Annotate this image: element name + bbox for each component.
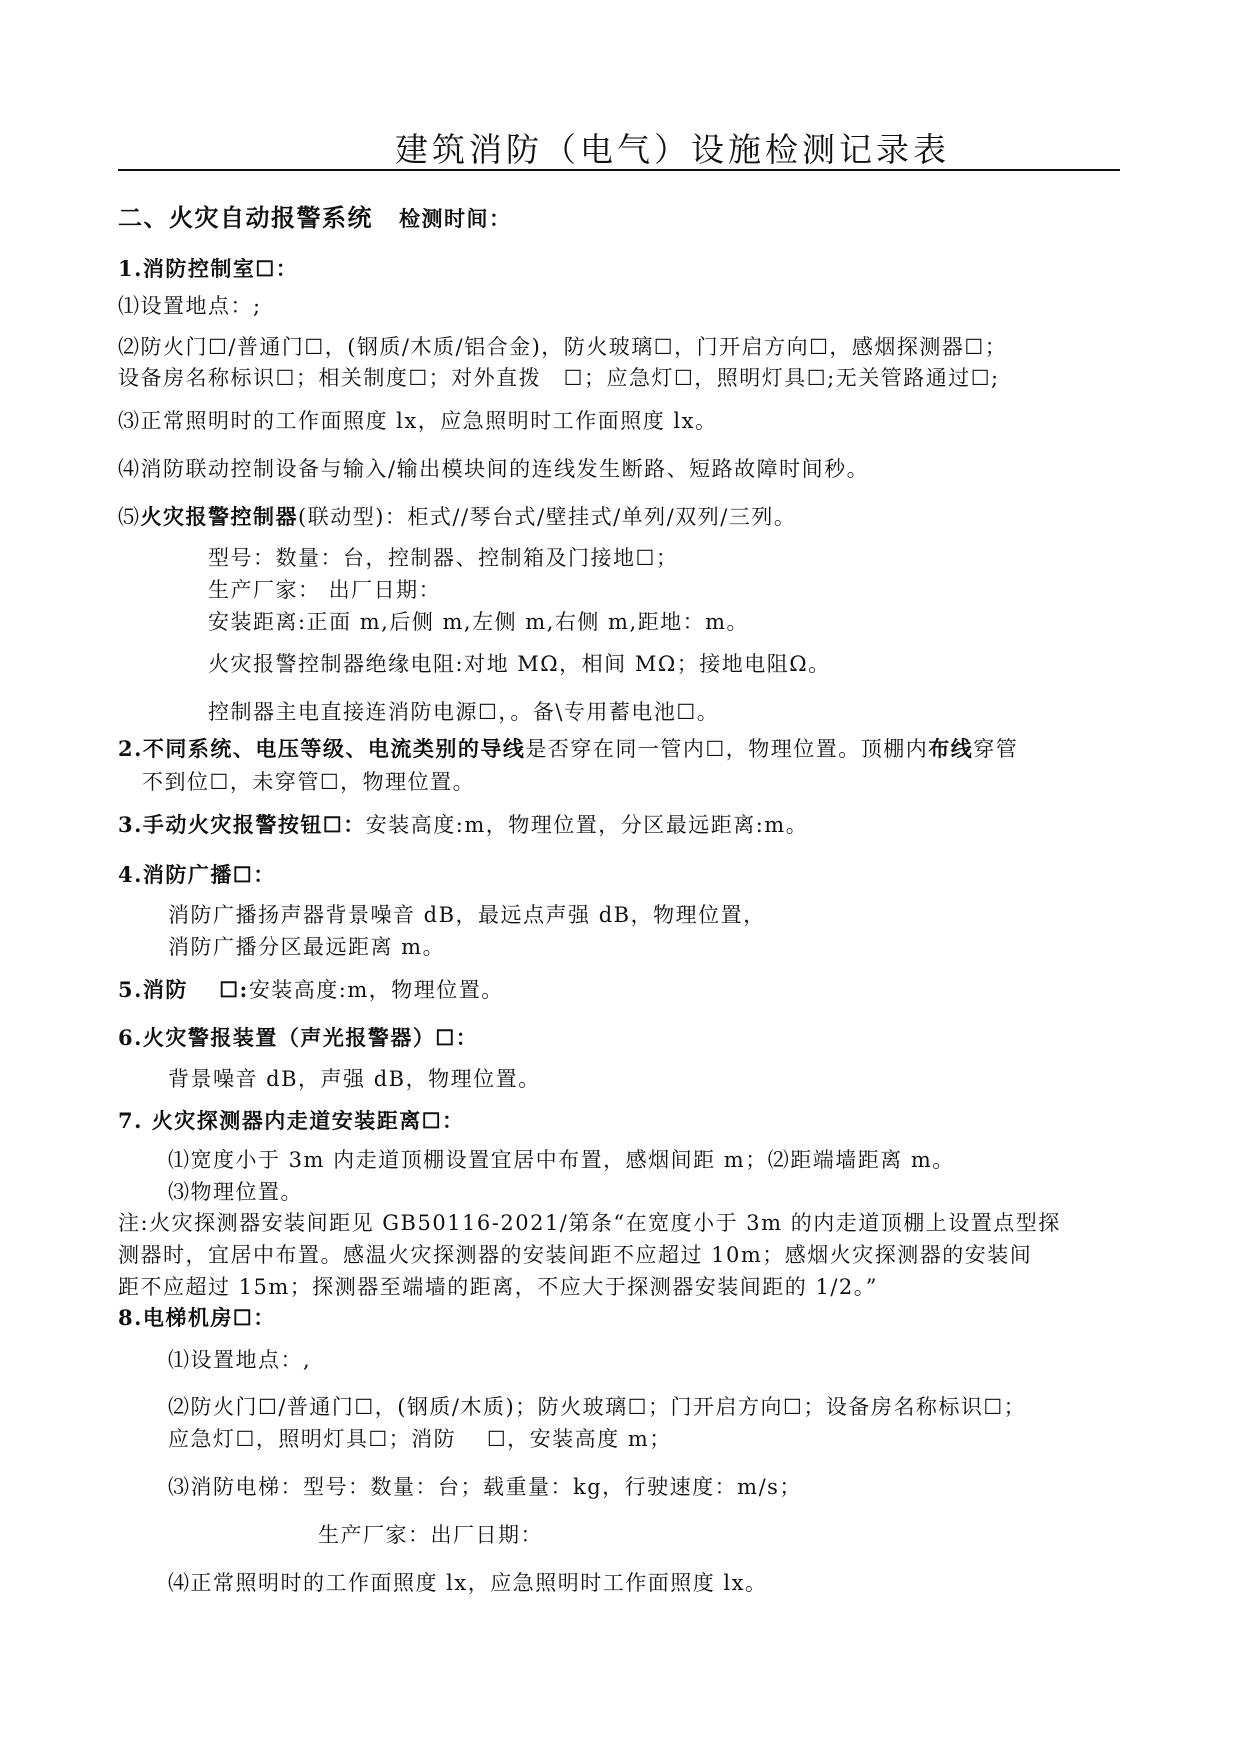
document-title: 建筑消防（电气）设施检测记录表: [395, 130, 950, 169]
s6-line1: 背景噪音 dB，声强 dB，物理位置。: [168, 1067, 541, 1091]
s7-note-line1: 注:火灾探测器安装间距见 GB50116-2021/第条“在宽度小于 3m 的内走道顶棚上设置点型探: [118, 1211, 1061, 1235]
s1-controller-label: 火灾报警控制器: [140, 504, 298, 529]
s1-fault-time: ⑷消防联动控制设备与输入/输出模块间的连线发生断路、短路故障时间秒。: [118, 457, 870, 481]
s7-heading: 7. 火灾探测器内走道安装距离☐：: [118, 1108, 465, 1133]
s5-text: 安装高度:m，物理位置。: [248, 978, 504, 1002]
s1-install-distance: 安装距离:正面 m,后侧 m,左侧 m,右侧 m,距地：m。: [208, 610, 750, 634]
s1-power-supply: 控制器主电直接连消防电源☐，。备\专用蓄电池☐。: [208, 700, 720, 724]
s1-controller-index: ⑸: [118, 505, 141, 529]
s8-door-line2: 应急灯☐，照明灯具☐；消防 ☐，安装高度 m；: [168, 1427, 672, 1451]
s1-door-line2: 设备房名称标识☐；相关制度☐；对外直拨 ☐；应急灯☐，照明灯具☐;无关管路通过☐;: [118, 366, 1000, 390]
section-heading: [118, 203, 512, 234]
s7-note-line3: 距不应超过 15m；探测器至端墙的距离，不应大于探测器安装间距的 1/2。”: [118, 1275, 879, 1299]
s1-insulation: 火灾报警控制器绝缘电阻:对地 MΩ，相间 MΩ；接地电阻Ω。: [208, 652, 831, 676]
inspection-time-label: 检测时间：: [399, 206, 512, 231]
s2-wiring-label: 布线: [928, 736, 974, 761]
s1-door-line1: ⑵防火门☐/普通门☐，(钢质/木质/铝合金)，防火玻璃☐，门开启方向☐，感烟探测器☐；: [118, 335, 1008, 359]
s8-manufacturer: 生产厂家：出厂日期：: [318, 1523, 543, 1547]
s2-label: 2.不同系统、电压等级、电流类别的导线: [118, 736, 526, 761]
s3-label: 3.手动火灾报警按钮☐：: [118, 812, 366, 837]
section-title: 二、火灾自动报警系统: [118, 203, 373, 232]
s1-model-line: 型号：数量：台，控制器、控制箱及门接地☐；: [208, 546, 679, 570]
s1-controller-types: (联动型)：柜式//琴台式/壁挂式/单列/双列/三列。: [298, 505, 797, 529]
s7-line1: ⑴宽度小于 3m 内走道顶棚设置宜居中布置，感烟间距 m；⑵距端墙距离 m。: [168, 1148, 955, 1172]
s8-illuminance: ⑷正常照明时的工作面照度 lx，应急照明时工作面照度 lx。: [168, 1571, 768, 1595]
s4-heading: 4.消防广播☐：: [118, 862, 276, 887]
s2-line1: [118, 736, 1018, 762]
s2-line2: 不到位☐，未穿管☐，物理位置。: [142, 770, 476, 794]
s1-location: ⑴设置地点：;: [118, 294, 262, 318]
s8-location: ⑴设置地点：,: [168, 1348, 312, 1372]
s1-heading: 1.消防控制室☐：: [118, 256, 299, 281]
s8-door-line1: ⑵防火门☐/普通门☐，(钢质/木质)；防火玻璃☐；门开启方向☐；设备房名称标识☐；: [168, 1395, 1027, 1419]
s7-note-line2: 测器时，宜居中布置。感温火灾探测器的安装间距不应超过 10m；感烟火灾探测器的安装间: [118, 1243, 1033, 1267]
s5-line: [118, 977, 504, 1003]
s2-text1: 是否穿在同一管内☐，物理位置。顶棚内: [525, 737, 929, 761]
s2-text2: 穿管: [973, 737, 1019, 761]
s1-controller-line: [118, 504, 796, 530]
s3-line: [118, 812, 808, 838]
s1-illuminance: ⑶正常照明时的工作面照度 lx，应急照明时工作面照度 lx。: [118, 409, 718, 433]
s3-text: 安装高度:m，物理位置，分区最远距离:m。: [365, 813, 809, 837]
s4-line2: 消防广播分区最远距离 m。: [168, 935, 446, 959]
title-underline: [118, 169, 1120, 171]
s7-line2: ⑶物理位置。: [168, 1180, 303, 1204]
s5-label: 5.消防 ☐:: [118, 977, 249, 1002]
s1-manufacturer-line: 生产厂家： 出厂日期：: [208, 578, 442, 602]
s6-heading: 6.火灾警报装置（声光报警器）☐：: [118, 1025, 479, 1050]
s8-elevator: ⑶消防电梯：型号：数量：台；载重量：kg，行驶速度：m/s；: [168, 1475, 802, 1499]
s4-line1: 消防广播扬声器背景噪音 dB，最远点声强 dB，物理位置，: [168, 903, 766, 927]
s8-heading: 8.电梯机房☐：: [118, 1305, 276, 1330]
